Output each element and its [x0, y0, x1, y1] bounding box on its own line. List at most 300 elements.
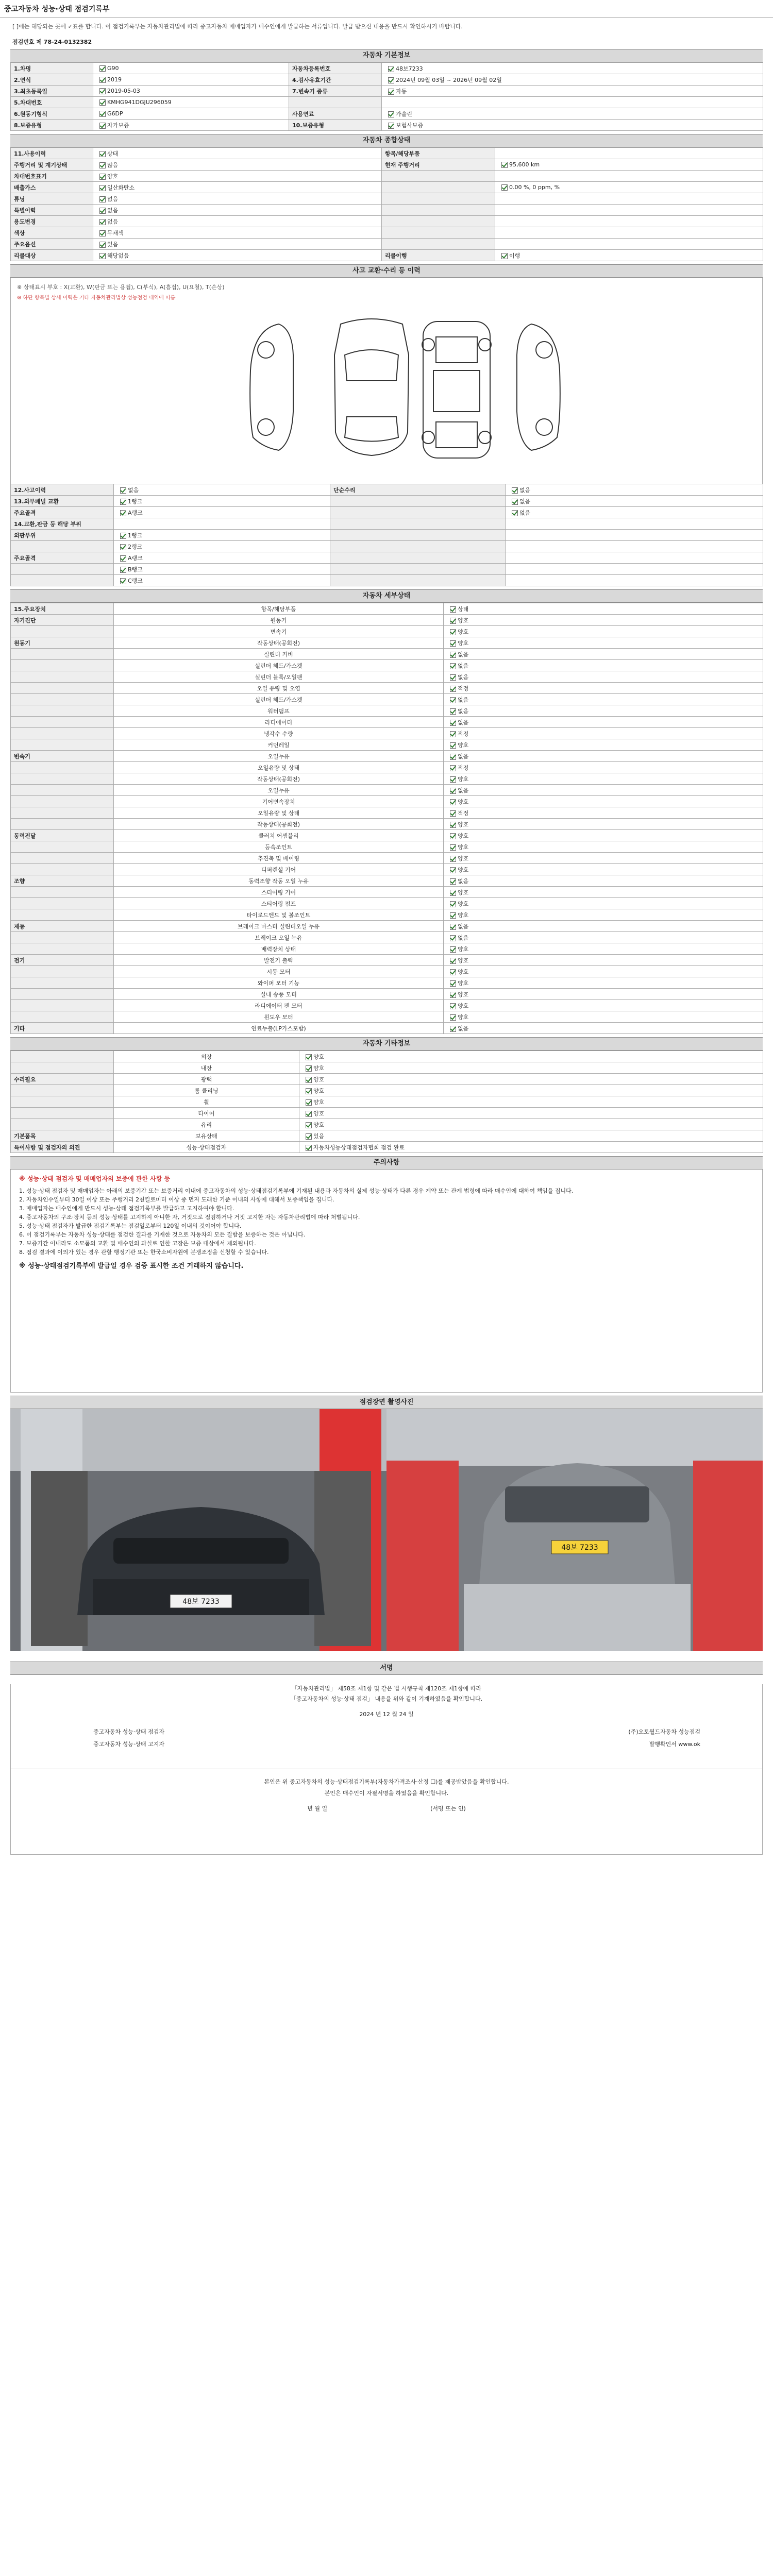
item-state: 없음 — [444, 671, 763, 683]
table-row — [11, 785, 763, 796]
checkbox[interactable] — [450, 833, 456, 839]
checkbox[interactable] — [120, 567, 126, 573]
row-label — [11, 564, 114, 575]
item-label: 냉각수 수량 — [114, 728, 444, 739]
row-value-2 — [495, 148, 763, 159]
item-label: 오일유량 및 상태 — [114, 807, 444, 819]
item-label: 라디에이터 팬 모터 — [114, 1000, 444, 1011]
item-state: 양호 — [444, 943, 763, 955]
item-label: 시동 모터 — [114, 966, 444, 977]
group-label — [11, 705, 114, 717]
row-value: 없음 — [93, 216, 382, 227]
table-row — [11, 1011, 763, 1023]
item-state: 자동차성능상태점검자협회 점검 완료 — [299, 1142, 763, 1153]
item-state: 양호 — [444, 637, 763, 649]
item-state: 양호 — [444, 977, 763, 989]
inspector-label: 중고자동차 성능·상태 점검자 — [93, 1728, 165, 1735]
table-row — [11, 819, 763, 830]
checkbox[interactable] — [450, 640, 456, 647]
item-state: 양호 — [444, 909, 763, 921]
table-row — [11, 955, 763, 966]
group-label — [11, 887, 114, 898]
row-value-2: 자동 — [382, 86, 763, 97]
row-value: 2랭크 — [114, 541, 330, 552]
item-state: 양호 — [444, 626, 763, 637]
checkbox[interactable] — [120, 555, 126, 562]
checkbox[interactable] — [120, 487, 126, 494]
row-value: KMHG941DGJU296059 — [93, 97, 289, 108]
item-label: 발전기 출력 — [114, 955, 444, 966]
row-label-2 — [330, 496, 506, 507]
checkbox[interactable] — [450, 1003, 456, 1009]
checkbox[interactable] — [306, 1145, 312, 1151]
checkbox[interactable] — [450, 606, 456, 613]
row-label: 주행거리 및 계기상태 — [11, 159, 93, 171]
note-line: 6. 이 점검기록부는 자동차 성능·상태를 점검한 결과를 기재한 것으로 자동차의 모든 결함을 보증하는 것은 아닙니다. — [19, 1231, 306, 1238]
checkbox[interactable] — [388, 77, 394, 83]
row-label: 11.사용이력 — [11, 148, 93, 159]
group-label — [11, 785, 114, 796]
checkbox[interactable] — [99, 65, 106, 72]
accident-table — [10, 484, 763, 586]
item-label: 오일유량 및 상태 — [114, 762, 444, 773]
section-notes: 주의사항 — [10, 1156, 763, 1170]
table-row — [11, 541, 763, 552]
buyer-line-1: 본인은 위 중고자동차의 성능·상태점검기록부(자동차가격조사·산정 ☐)를 제공받았음을 확인합니다. — [11, 1769, 762, 1786]
checkbox[interactable] — [99, 185, 106, 191]
checkbox[interactable] — [450, 776, 456, 783]
group-label — [11, 898, 114, 909]
table-row — [11, 649, 763, 660]
checkbox[interactable] — [501, 162, 508, 168]
checkbox[interactable] — [306, 1133, 312, 1140]
group-label: 자기진단 — [11, 615, 114, 626]
row-value: 없음 — [93, 205, 382, 216]
row-label — [11, 541, 114, 552]
item-state: 양호 — [444, 887, 763, 898]
group-label — [11, 1062, 114, 1074]
checkbox[interactable] — [450, 629, 456, 635]
basic-info-table — [10, 62, 763, 131]
row-value: 많음 — [93, 159, 382, 171]
table-row — [11, 1085, 763, 1096]
checkbox[interactable] — [99, 77, 106, 83]
item-state: 양호 — [444, 819, 763, 830]
group-label — [11, 1000, 114, 1011]
item-label: 워터펌프 — [114, 705, 444, 717]
checkbox[interactable] — [99, 196, 106, 202]
checkbox[interactable] — [450, 652, 456, 658]
table-row — [11, 159, 763, 171]
car-top-icon — [334, 319, 409, 455]
table-row — [11, 694, 763, 705]
item-state: 양호 — [444, 966, 763, 977]
group-label: 기본품목 — [11, 1130, 114, 1142]
checkbox[interactable] — [512, 510, 518, 516]
row-value-2: 48보7233 — [382, 63, 763, 74]
checkbox[interactable] — [450, 731, 456, 737]
buyer-signature: (서명 또는 인) — [430, 1805, 466, 1812]
legend-subtext: ※ 하단 항목별 상세 이력은 기타 자동차관리법상 성능점검 내역에 따름 — [17, 295, 176, 301]
note-line: 8. 점검 결과에 이의가 있는 경우 관할 행정기관 또는 한국소비자원에 분쟁조정을 신청할 수 있습니다. — [19, 1249, 269, 1256]
row-label-2 — [330, 575, 506, 586]
sign-date: 2024 년 12 월 24 일 — [359, 1711, 414, 1718]
checkbox[interactable] — [501, 253, 508, 259]
item-label: 등속조인트 — [114, 841, 444, 853]
checkbox[interactable] — [450, 765, 456, 771]
checkbox[interactable] — [450, 686, 456, 692]
group-label: 동력전달 — [11, 830, 114, 841]
group-label — [11, 671, 114, 683]
table-row — [11, 193, 763, 205]
checkbox[interactable] — [450, 697, 456, 703]
table-row — [11, 853, 763, 864]
table-row — [11, 637, 763, 649]
checkbox[interactable] — [120, 578, 126, 584]
checkbox[interactable] — [450, 992, 456, 998]
group-label: 수리필요 — [11, 1074, 114, 1085]
checkbox[interactable] — [512, 487, 518, 494]
row-label: 배출가스 — [11, 182, 93, 193]
table-row — [11, 575, 763, 586]
row-label-2 — [382, 216, 495, 227]
row-label-2: 7.변속기 종류 — [289, 86, 382, 97]
row-value: A랭크 — [114, 552, 330, 564]
table-row — [11, 875, 763, 887]
note-line: 7. 보증기간 이내라도 소모품의 교환 및 매수인의 과실로 인한 고장은 보증 대상에서 제외됩니다. — [19, 1240, 256, 1247]
table-row — [11, 1130, 763, 1142]
row-label: 12.사고이력 — [11, 484, 114, 496]
table-row — [11, 626, 763, 637]
row-value: 1랭크 — [114, 530, 330, 541]
checkbox[interactable] — [120, 499, 126, 505]
row-label — [11, 575, 114, 586]
table-row — [11, 120, 763, 131]
checkbox[interactable] — [99, 253, 106, 259]
row-label-2: 항목/해당부품 — [382, 148, 495, 159]
checkbox[interactable] — [388, 111, 394, 117]
row-value-2 — [495, 205, 763, 216]
sign-line-1: 「자동차관리법」 제58조 제1항 및 같은 법 시행규칙 제120조 제1항에 따라 — [291, 1685, 482, 1692]
table-row — [11, 921, 763, 932]
item-state: 없음 — [444, 717, 763, 728]
checkbox[interactable] — [450, 946, 456, 953]
item-state: 적정 — [444, 807, 763, 819]
checkbox[interactable] — [120, 533, 126, 539]
checkbox[interactable] — [99, 88, 106, 94]
item-state: 양호 — [444, 830, 763, 841]
overall-state-table — [10, 147, 763, 261]
table-row — [11, 807, 763, 819]
table-row — [11, 705, 763, 717]
row-label: 주요골격 — [11, 507, 114, 518]
row-label-2 — [330, 552, 506, 564]
group-label: 기타 — [11, 1023, 114, 1034]
checkbox[interactable] — [450, 1014, 456, 1021]
item-label: 커먼레일 — [114, 739, 444, 751]
row-label: 차대번호표기 — [11, 171, 93, 182]
group-label — [11, 1119, 114, 1130]
legend-text: ※ 상태표시 부호 : X(교환), W(판금 또는 용접), C(부식), A(흠집), U(요철), T(손상) — [17, 284, 225, 291]
row-label-2 — [382, 171, 495, 182]
table-row — [11, 148, 763, 159]
checkbox[interactable] — [99, 111, 106, 117]
group-label: 제동 — [11, 921, 114, 932]
row-value: 2019-05-03 — [93, 86, 289, 97]
checkbox[interactable] — [450, 674, 456, 681]
item-label: 실린더 헤드/가스켓 — [114, 694, 444, 705]
row-label-2 — [382, 239, 495, 250]
table-row — [11, 717, 763, 728]
checkbox[interactable] — [99, 162, 106, 168]
row-label: 용도변경 — [11, 216, 93, 227]
item-label: 실내 송풍 모터 — [114, 989, 444, 1000]
item-state: 적정 — [444, 728, 763, 739]
table-row — [11, 552, 763, 564]
checkbox[interactable] — [99, 242, 106, 248]
table-row — [11, 762, 763, 773]
item-state: 없음 — [444, 932, 763, 943]
document-title: 중고자동차 성능·상태 점검기록부 — [4, 5, 110, 13]
checkbox[interactable] — [450, 720, 456, 726]
table-row — [11, 496, 763, 507]
item-label: 브레이크 오일 누유 — [114, 932, 444, 943]
checkbox[interactable] — [450, 856, 456, 862]
item-label: 동력조향 작동 오일 누유 — [114, 875, 444, 887]
checkbox[interactable] — [450, 924, 456, 930]
table-row — [11, 671, 763, 683]
checkbox[interactable] — [501, 184, 508, 191]
checkbox[interactable] — [512, 499, 518, 505]
checkbox[interactable] — [450, 958, 456, 964]
rear-photo — [386, 1409, 763, 1651]
checkbox[interactable] — [450, 867, 456, 873]
table-row — [11, 932, 763, 943]
row-label: 리콜대상 — [11, 250, 93, 261]
checkbox[interactable] — [450, 1026, 456, 1032]
table-row — [11, 603, 763, 615]
seller-value: 발행확인서 www.ok — [649, 1741, 700, 1748]
row-value: 자가보증 — [93, 120, 289, 131]
checkbox[interactable] — [388, 123, 394, 129]
row-value: B랭크 — [114, 564, 330, 575]
item-state: 양호 — [444, 864, 763, 875]
table-row — [11, 773, 763, 785]
checkbox[interactable] — [450, 844, 456, 851]
item-label: 타이어 — [114, 1108, 299, 1119]
item-label: 작동상태(공회전) — [114, 773, 444, 785]
item-state: 적정 — [444, 683, 763, 694]
detail-state-table — [10, 603, 763, 1034]
row-label-2 — [330, 564, 506, 575]
checkbox[interactable] — [450, 912, 456, 919]
row-value-2 — [495, 239, 763, 250]
notice-text: [ ]에는 해당되는 곳에 ✓표를 합니다. 이 점검기록부는 자동차관리법에 따라 중고자동차 매매업자가 매수인에게 발급하는 서류입니다. 발급 받으신 내용을 반드시 확인하시기 바랍니다. — [12, 23, 463, 30]
row-value-2: 95,600 km — [495, 159, 763, 171]
table-row — [11, 841, 763, 853]
table-row — [11, 507, 763, 518]
item-label: 변속기 — [114, 626, 444, 637]
checkbox[interactable] — [450, 788, 456, 794]
checkbox[interactable] — [450, 810, 456, 817]
row-label-2 — [330, 507, 506, 518]
checkbox[interactable] — [120, 510, 126, 516]
car-diagram — [10, 278, 763, 484]
checkbox[interactable] — [99, 151, 106, 157]
checkbox[interactable] — [99, 99, 106, 106]
checkbox[interactable] — [306, 1088, 312, 1094]
checkbox[interactable] — [450, 890, 456, 896]
group-label — [11, 943, 114, 955]
checkbox[interactable] — [99, 230, 106, 236]
car-outline-diagram — [11, 278, 762, 484]
table-row — [11, 989, 763, 1000]
table-row — [11, 1119, 763, 1130]
item-state: 없음 — [444, 1023, 763, 1034]
row-label: 주요골격 — [11, 552, 114, 564]
checkbox[interactable] — [306, 1065, 312, 1072]
checkbox[interactable] — [450, 708, 456, 715]
row-value-2 — [506, 530, 763, 541]
group-label — [11, 649, 114, 660]
item-label: 클러치 어셈블리 — [114, 830, 444, 841]
item-state: 상태 — [444, 603, 763, 615]
item-state: 양호 — [444, 739, 763, 751]
item-label: 윈도우 모터 — [114, 1011, 444, 1023]
row-value-2: 없음 — [506, 507, 763, 518]
row-value: 양호 — [93, 171, 382, 182]
row-label-2: 사용연료 — [289, 108, 382, 120]
row-value: 없음 — [114, 484, 330, 496]
item-label: 광택 — [114, 1074, 299, 1085]
group-label: 변속기 — [11, 751, 114, 762]
table-row — [11, 484, 763, 496]
item-label: 룸 클리닝 — [114, 1085, 299, 1096]
group-label — [11, 1011, 114, 1023]
group-label — [11, 773, 114, 785]
row-value: 2019 — [93, 74, 289, 86]
group-label — [11, 660, 114, 671]
checkbox[interactable] — [450, 754, 456, 760]
checkbox[interactable] — [450, 935, 456, 941]
seller-label: 중고자동차 성능·상태 고지자 — [93, 1741, 165, 1748]
checkbox[interactable] — [450, 799, 456, 805]
group-label — [11, 1108, 114, 1119]
group-label — [11, 1085, 114, 1096]
group-label: 특이사항 및 점검자의 의견 — [11, 1142, 114, 1153]
title-bar — [0, 0, 773, 18]
item-label: 라디에이터 — [114, 717, 444, 728]
row-label-2 — [382, 227, 495, 239]
table-row — [11, 1023, 763, 1034]
checkbox[interactable] — [450, 969, 456, 975]
row-label-2 — [382, 205, 495, 216]
checkbox[interactable] — [388, 66, 394, 72]
checkbox[interactable] — [99, 123, 106, 129]
item-state: 양호 — [444, 1011, 763, 1023]
checkbox[interactable] — [450, 822, 456, 828]
checkbox[interactable] — [99, 174, 106, 180]
front-photo — [10, 1409, 386, 1651]
row-value: 상태 — [93, 148, 382, 159]
row-value-2 — [506, 564, 763, 575]
item-label: 실린더 커버 — [114, 649, 444, 660]
checkbox[interactable] — [450, 980, 456, 987]
item-state: 없음 — [444, 660, 763, 671]
group-label — [11, 853, 114, 864]
row-value: 1랭크 — [114, 496, 330, 507]
item-state: 양호 — [444, 796, 763, 807]
note-line: 2. 자동차인수일부터 30일 이상 또는 주행거리 2천킬로미터 이상 중 먼저 도래한 기준 이내의 사항에 대해서 보증책임을 집니다. — [19, 1196, 334, 1203]
checkbox[interactable] — [450, 618, 456, 624]
note-line: 1. 성능·상태 점검자 및 매매업자는 아래의 보증기간 또는 보증거리 이내에 중고자동차의 성능·상태점검기록부에 기재된 내용과 자동차의 실제 성능·상태가 다른 경우 계약 또는 관계 법령에 따라 매수인에 대하여 책임을 집니다. — [19, 1188, 574, 1194]
group-label: 조향 — [11, 875, 114, 887]
car-right-side-icon — [517, 324, 560, 450]
group-label: 전기 — [11, 955, 114, 966]
front-plate: 48보 7233 — [182, 1598, 220, 1606]
row-value: G90 — [93, 63, 289, 74]
checkbox[interactable] — [306, 1077, 312, 1083]
table-row — [11, 239, 763, 250]
checkbox[interactable] — [306, 1122, 312, 1128]
table-row — [11, 108, 763, 120]
group-label — [11, 819, 114, 830]
row-label-2 — [382, 182, 495, 193]
checkbox[interactable] — [306, 1099, 312, 1106]
checkbox[interactable] — [306, 1111, 312, 1117]
item-label: 항목/해당부품 — [114, 603, 444, 615]
item-state: 적정 — [444, 762, 763, 773]
table-row — [11, 615, 763, 626]
checkbox[interactable] — [450, 878, 456, 885]
notes-footer: ※ 성능·상태점검기록부에 발급일 경우 검증 표시한 조건 거래하지 않습니다. — [19, 1262, 244, 1270]
item-state: 없음 — [444, 694, 763, 705]
item-state: 없음 — [444, 705, 763, 717]
row-label: 14.교환,판금 등 해당 부위 — [11, 518, 114, 530]
checkbox[interactable] — [306, 1054, 312, 1060]
item-state: 양호 — [299, 1074, 763, 1085]
group-label: 15.주요장치 — [11, 603, 114, 615]
group-label — [11, 796, 114, 807]
inspection-photos — [10, 1409, 763, 1651]
checkbox[interactable] — [99, 219, 106, 225]
table-row — [11, 518, 763, 530]
row-label-2: 자동차등록번호 — [289, 63, 382, 74]
row-value: 없음 — [93, 193, 382, 205]
row-value-2 — [506, 552, 763, 564]
group-label — [11, 694, 114, 705]
row-value-2 — [506, 518, 763, 530]
checkbox[interactable] — [450, 901, 456, 907]
row-value-2 — [495, 216, 763, 227]
notes-heading: ※ 성능·상태 점검자 및 매매업자의 보증에 관한 사항 등 — [19, 1175, 171, 1182]
table-row — [11, 97, 763, 108]
item-state: 양호 — [444, 989, 763, 1000]
row-label-2: 리콜이행 — [382, 250, 495, 261]
checkbox[interactable] — [450, 663, 456, 669]
item-state: 양호 — [444, 615, 763, 626]
checkbox[interactable] — [99, 208, 106, 214]
checkbox[interactable] — [450, 742, 456, 749]
section-accident-history: 사고 교환·수리 등 이력 — [10, 264, 763, 278]
item-state: 양호 — [444, 841, 763, 853]
checkbox[interactable] — [388, 89, 394, 95]
table-row — [11, 977, 763, 989]
item-state: 양호 — [444, 1000, 763, 1011]
row-value: 있음 — [93, 239, 382, 250]
row-value: G6DP — [93, 108, 289, 120]
checkbox[interactable] — [120, 544, 126, 550]
